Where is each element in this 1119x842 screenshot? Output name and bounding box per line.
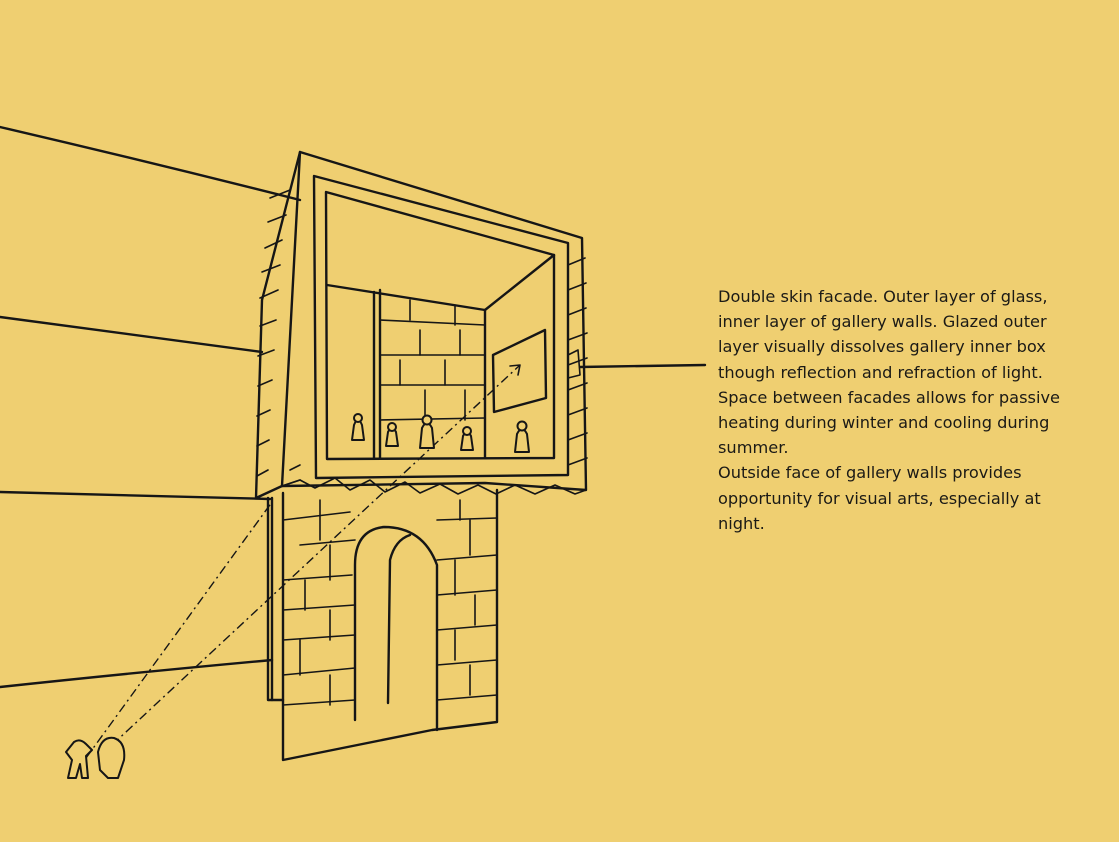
arch-tower — [268, 490, 497, 760]
viewer-figures — [66, 738, 124, 778]
annotation-paragraph-2: Space between facades allows for passive heating during winter and cooling during summer. — [718, 387, 1061, 458]
annotation-paragraph-1: Double skin facade. Outer layer of glass, inner layer of gallery walls. Glazed outer layer visually dissolves gallery inner box though reflection and refraction of light. — [718, 287, 1048, 382]
annotation-paragraph-3: Outside face of gallery walls provides opportunity for visual arts, especially at night. — [718, 463, 1041, 533]
gallery-figures — [352, 414, 529, 452]
annotation-text — [718, 284, 1068, 536]
perspective-lines — [0, 127, 705, 687]
